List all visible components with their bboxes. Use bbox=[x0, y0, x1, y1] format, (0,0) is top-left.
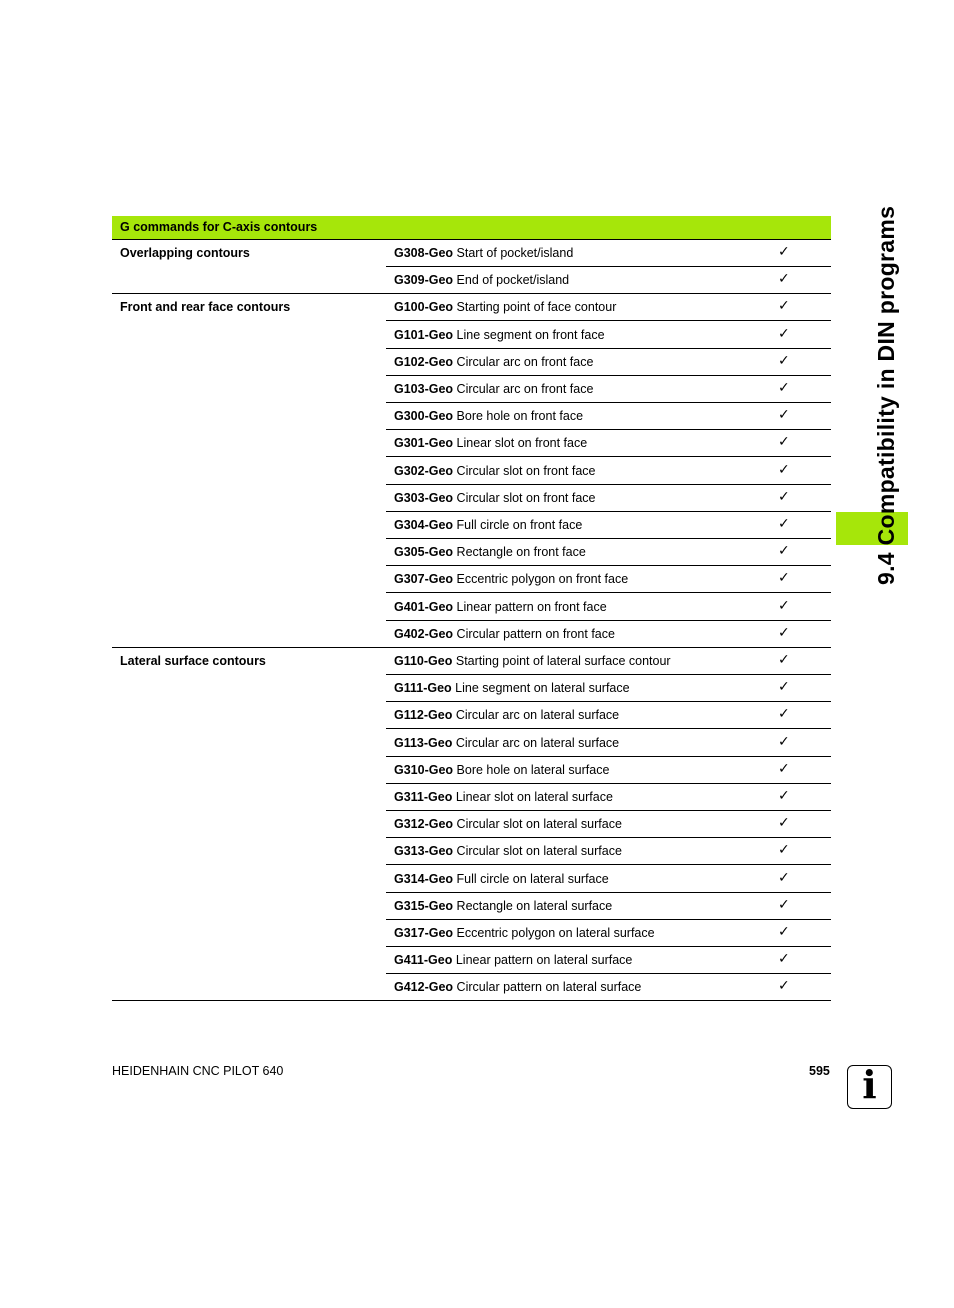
command-entry bbox=[394, 572, 628, 586]
command-description: Full circle on front face bbox=[456, 518, 583, 532]
command-code: G310-Geo bbox=[394, 762, 454, 777]
command-entry bbox=[394, 300, 616, 314]
row-divider bbox=[112, 1000, 831, 1001]
command-code: G402-Geo bbox=[394, 626, 454, 641]
check-mark-icon: ✓ bbox=[778, 924, 790, 940]
command-code: G101-Geo bbox=[394, 327, 454, 342]
check-mark-icon: ✓ bbox=[778, 815, 790, 832]
command-entry bbox=[394, 763, 609, 777]
table-row bbox=[0, 730, 954, 757]
check-mark-icon: ✓ bbox=[778, 679, 790, 696]
command-code: G100-Geo bbox=[394, 300, 454, 315]
command-description: Circular pattern on lateral surface bbox=[456, 980, 642, 995]
check-mark-icon: ✓ bbox=[778, 244, 790, 260]
group-label: Front and rear face contours bbox=[120, 300, 291, 315]
table-row bbox=[0, 294, 954, 321]
check-mark-icon: ✓ bbox=[778, 760, 790, 777]
command-entry bbox=[394, 464, 596, 478]
table-row bbox=[0, 811, 954, 838]
table-row bbox=[0, 376, 954, 403]
command-code: G111-Geo bbox=[394, 681, 452, 696]
command-description: Rectangle on lateral surface bbox=[456, 898, 613, 913]
command-description: Linear slot on front face bbox=[456, 436, 588, 451]
table-row bbox=[0, 621, 954, 648]
check-mark-icon: ✓ bbox=[778, 570, 790, 587]
check-mark-icon: ✓ bbox=[778, 733, 790, 750]
command-description: Linear pattern on lateral surface bbox=[455, 953, 633, 968]
table-row bbox=[0, 838, 954, 865]
command-code: G304-Geo bbox=[394, 518, 454, 532]
command-description: Circular arc on front face bbox=[456, 354, 594, 369]
command-description: Linear pattern on front face bbox=[456, 599, 607, 614]
command-description: Starting point of lateral surface contour bbox=[455, 654, 671, 668]
table-header bbox=[112, 216, 831, 240]
command-entry bbox=[394, 436, 587, 450]
check-mark-icon: ✓ bbox=[778, 434, 790, 451]
check-mark-icon: ✓ bbox=[778, 271, 790, 288]
check-mark-icon: ✓ bbox=[778, 788, 790, 804]
table-row bbox=[0, 322, 954, 349]
command-description: Circular pattern on front face bbox=[456, 626, 615, 641]
command-entry bbox=[394, 600, 607, 614]
command-description: Full circle on lateral surface bbox=[456, 871, 609, 886]
check-mark-icon: ✓ bbox=[778, 461, 790, 478]
command-entry bbox=[394, 708, 619, 722]
command-code: G300-Geo bbox=[394, 409, 454, 424]
command-code: G401-Geo bbox=[394, 599, 454, 614]
page-number: 595 bbox=[809, 1064, 830, 1078]
check-mark-icon: ✓ bbox=[778, 652, 790, 668]
command-entry bbox=[394, 736, 619, 750]
command-entry bbox=[394, 355, 593, 369]
info-icon bbox=[847, 1062, 892, 1109]
command-entry bbox=[394, 491, 596, 505]
command-description: Circular slot on lateral surface bbox=[456, 844, 622, 859]
command-description: End of pocket/island bbox=[456, 273, 570, 288]
check-mark-icon: ✓ bbox=[778, 543, 790, 560]
command-entry bbox=[394, 654, 671, 668]
table-row bbox=[0, 485, 954, 512]
command-code: G113-Geo bbox=[394, 735, 453, 750]
command-entry bbox=[394, 980, 641, 994]
check-mark-icon: ✓ bbox=[778, 706, 790, 723]
table-row bbox=[0, 920, 954, 947]
check-mark-icon: ✓ bbox=[778, 488, 790, 505]
command-code: G315-Geo bbox=[394, 898, 454, 913]
table-row bbox=[0, 702, 954, 729]
check-mark-icon: ✓ bbox=[778, 352, 790, 369]
command-entry bbox=[394, 246, 573, 260]
command-description: Circular arc on front face bbox=[456, 382, 594, 396]
command-description: Circular slot on front face bbox=[456, 490, 596, 505]
table-row bbox=[0, 757, 954, 784]
table-title: G commands for C-axis contours bbox=[120, 220, 318, 234]
command-entry bbox=[394, 409, 583, 423]
table-row bbox=[0, 240, 954, 267]
check-mark-icon: ✓ bbox=[778, 951, 790, 968]
command-entry bbox=[394, 382, 593, 396]
table-row bbox=[0, 512, 954, 539]
table-row bbox=[0, 458, 954, 485]
table-row bbox=[0, 675, 954, 702]
command-code: G314-Geo bbox=[394, 871, 454, 886]
table-row bbox=[0, 403, 954, 430]
command-code: G312-Geo bbox=[394, 817, 454, 832]
table-row bbox=[0, 430, 954, 457]
command-entry bbox=[394, 953, 632, 967]
command-entry bbox=[394, 545, 586, 559]
command-code: G103-Geo bbox=[394, 382, 454, 396]
command-description: Bore hole on front face bbox=[456, 409, 584, 424]
check-mark-icon: ✓ bbox=[778, 869, 790, 886]
check-mark-icon: ✓ bbox=[778, 516, 790, 532]
info-icon-glyph: i bbox=[862, 1062, 877, 1107]
command-description: Rectangle on front face bbox=[456, 545, 586, 560]
command-entry bbox=[394, 518, 582, 532]
command-description: Circular slot on lateral surface bbox=[456, 817, 622, 832]
command-description: Circular slot on front face bbox=[456, 463, 596, 478]
command-code: G305-Geo bbox=[394, 545, 454, 560]
command-description: Start of pocket/island bbox=[456, 246, 574, 260]
command-code: G102-Geo bbox=[394, 354, 454, 369]
check-mark-icon: ✓ bbox=[778, 896, 790, 913]
command-description: Bore hole on lateral surface bbox=[456, 762, 610, 777]
command-entry bbox=[394, 899, 612, 913]
command-code: G311-Geo bbox=[394, 790, 453, 804]
command-code: G301-Geo bbox=[394, 436, 454, 451]
table-row bbox=[0, 539, 954, 566]
table-row bbox=[0, 594, 954, 621]
command-code: G309-Geo bbox=[394, 273, 454, 288]
check-mark-icon: ✓ bbox=[778, 624, 790, 641]
table-row bbox=[0, 267, 954, 294]
table-row bbox=[0, 974, 954, 1001]
command-description: Line segment on front face bbox=[456, 327, 605, 342]
check-mark-icon: ✓ bbox=[778, 978, 790, 995]
group-label: Overlapping contours bbox=[120, 246, 250, 260]
command-entry bbox=[394, 844, 622, 858]
command-entry bbox=[394, 681, 630, 695]
table-row bbox=[0, 866, 954, 893]
command-code: G317-Geo bbox=[394, 926, 454, 940]
command-code: G303-Geo bbox=[394, 490, 454, 505]
command-code: G308-Geo bbox=[394, 246, 454, 260]
table-row bbox=[0, 947, 954, 974]
table-row bbox=[0, 648, 954, 675]
command-entry bbox=[394, 817, 622, 831]
command-description: Circular arc on lateral surface bbox=[455, 708, 620, 723]
command-description: Eccentric polygon on lateral surface bbox=[456, 926, 655, 940]
command-code: G411-Geo bbox=[394, 953, 453, 968]
command-code: G302-Geo bbox=[394, 463, 454, 478]
command-entry bbox=[394, 872, 609, 886]
command-description: Line segment on lateral surface bbox=[455, 681, 630, 696]
check-mark-icon: ✓ bbox=[778, 325, 790, 342]
check-mark-icon: ✓ bbox=[778, 842, 790, 859]
command-code: G313-Geo bbox=[394, 844, 454, 859]
group-label: Lateral surface contours bbox=[120, 654, 266, 668]
command-description: Eccentric polygon on front face bbox=[456, 572, 629, 587]
chapter-title: 9.4 Compatibility in DIN programs bbox=[873, 205, 899, 585]
table-row bbox=[0, 349, 954, 376]
command-entry bbox=[394, 273, 569, 287]
command-description: Linear slot on lateral surface bbox=[455, 790, 613, 804]
command-code: G110-Geo bbox=[394, 654, 453, 668]
command-code: G307-Geo bbox=[394, 572, 454, 587]
check-mark-icon: ✓ bbox=[778, 298, 790, 315]
footer-product-name: HEIDENHAIN CNC PILOT 640 bbox=[112, 1064, 284, 1078]
command-entry bbox=[394, 328, 605, 342]
table-row bbox=[0, 566, 954, 593]
command-entry bbox=[394, 627, 615, 641]
command-entry bbox=[394, 790, 613, 804]
command-code: G112-Geo bbox=[394, 708, 453, 723]
command-description: Starting point of face contour bbox=[456, 300, 617, 315]
check-mark-icon: ✓ bbox=[778, 597, 790, 614]
table-row bbox=[0, 784, 954, 811]
check-mark-icon: ✓ bbox=[778, 380, 790, 396]
command-code: G412-Geo bbox=[394, 980, 454, 995]
check-mark-icon: ✓ bbox=[778, 407, 790, 424]
table-row bbox=[0, 893, 954, 920]
command-description: Circular arc on lateral surface bbox=[455, 735, 620, 750]
command-entry bbox=[394, 926, 655, 940]
